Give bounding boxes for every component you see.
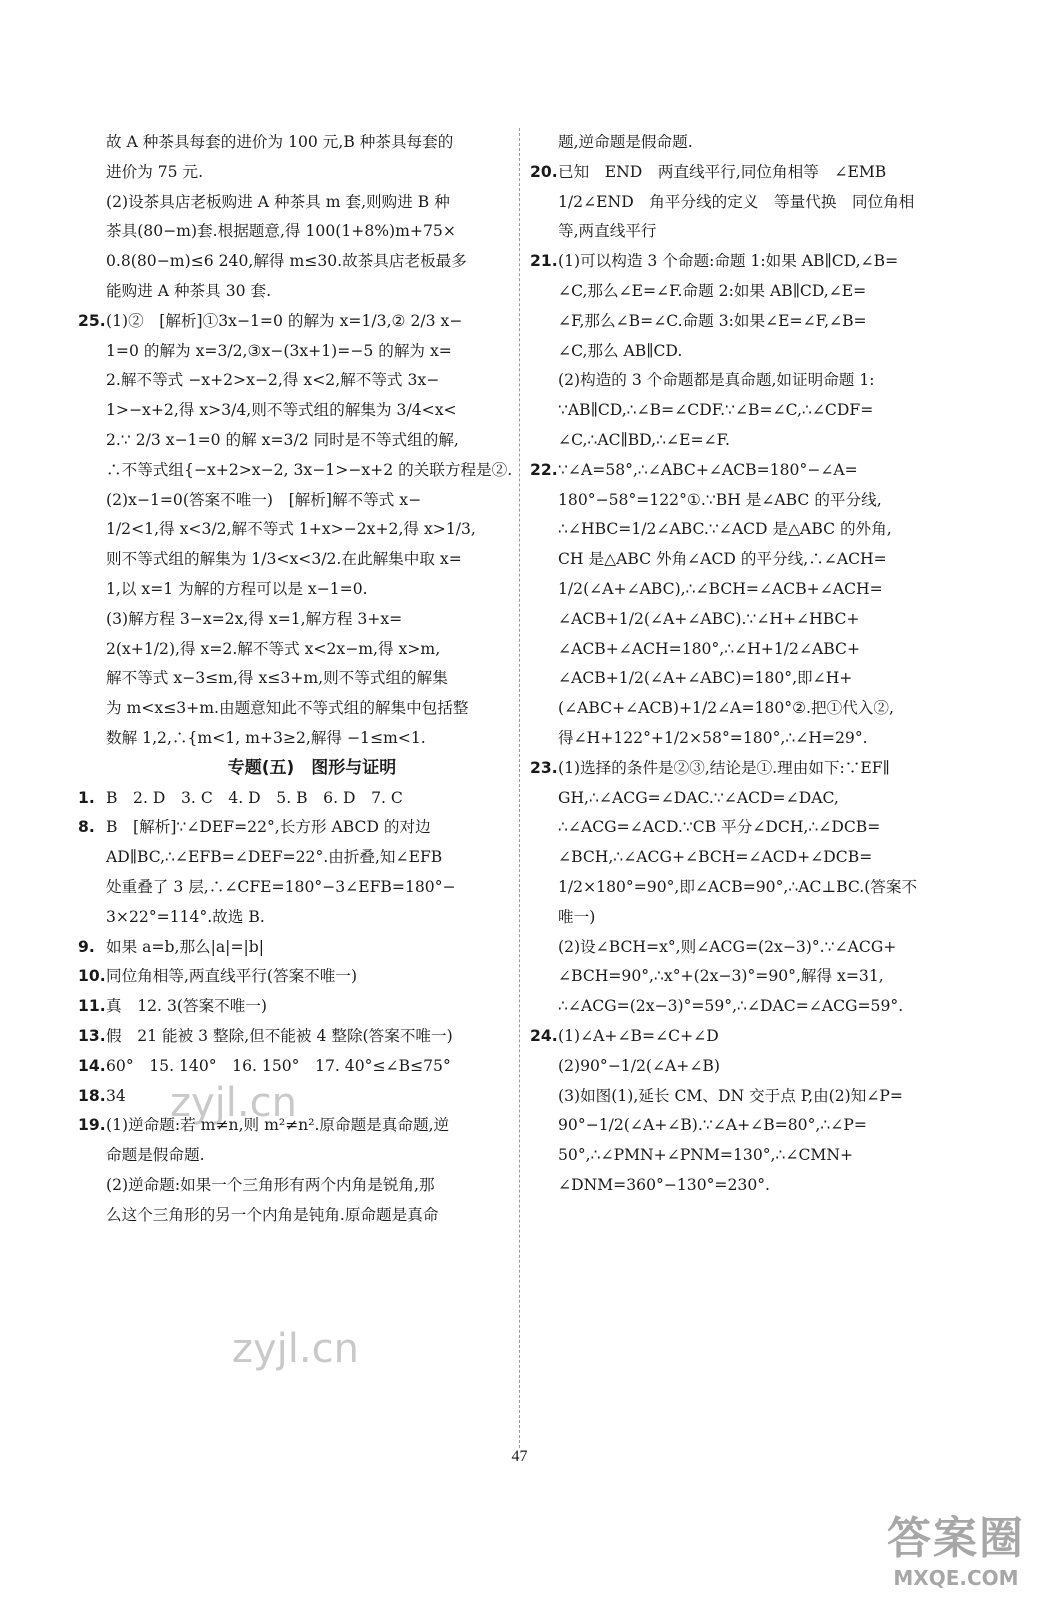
column-divider: [519, 128, 520, 1448]
answer-text: 已知 END 两直线平行,同位角相等 ∠EMB: [558, 162, 887, 181]
answer-text: ∵∠A=58°,∴∠ABC+∠ACB=180°−∠A=: [558, 460, 858, 479]
section-title: 专题(五) 图形与证明: [227, 757, 397, 778]
question-number: 14.: [78, 1056, 106, 1075]
answer-line: [78, 1141, 518, 1171]
answer-line: [530, 1141, 970, 1171]
answer-line: [78, 575, 518, 605]
answer-text: 0.8(80−m)≤6 240,解得 m≤30.故茶具店老板最多: [106, 252, 467, 271]
answer-line: [78, 694, 518, 724]
answer-text: 故 A 种茶具每套的进价为 100 元,B 种茶具每套的: [106, 133, 454, 151]
answer-line: [530, 724, 970, 754]
question-number: 20.: [530, 162, 558, 181]
answer-line: [78, 1052, 518, 1082]
answer-line: [530, 933, 970, 963]
answer-line: [78, 1082, 518, 1112]
answer-text: ∠F,那么∠B=∠C.命题 3:如果∠E=∠F,∠B=: [558, 311, 867, 330]
answer-line: [78, 158, 518, 188]
answer-line: [78, 128, 518, 158]
left-column: [78, 128, 518, 1230]
answer-text: 2.解不等式 −x+2>x−2,得 x<2,解不等式 3x−: [106, 371, 440, 390]
answer-line: [530, 515, 970, 545]
answer-line: [530, 337, 970, 367]
answer-line: [78, 307, 518, 337]
answer-text: 茶具(80−m)套.根据题意,得 100(1+8%)m+75×: [106, 222, 456, 241]
answer-line: [530, 247, 970, 277]
question-number: 21.: [530, 252, 558, 271]
answer-line: [78, 843, 518, 873]
answer-line: [78, 724, 518, 754]
page-number: 47: [511, 1448, 528, 1465]
answer-line: [78, 962, 518, 992]
answer-text: ∠BCH=90°,∴x°+(2x−3)°=90°,解得 x=31,: [558, 967, 884, 986]
answer-text: ∠C,那么 AB∥CD.: [558, 341, 683, 360]
answer-text: (2)设∠BCH=x°,则∠ACG=(2x−3)°.∵∠ACG+: [558, 937, 897, 956]
answer-line: [530, 873, 970, 903]
answer-line: [78, 605, 518, 635]
answer-line: [530, 188, 970, 218]
answer-line: [530, 1171, 970, 1201]
answer-text: ∴∠ACG=∠ACD.∵CB 平分∠DCH,∴∠DCB=: [558, 818, 881, 837]
answer-text: 1>−x+2,得 x>3/4,则不等式组的解集为 3/4<x<: [106, 401, 457, 420]
answer-text: 同位角相等,两直线平行(答案不唯一): [106, 967, 358, 986]
answer-line: [78, 1022, 518, 1052]
answer-text: 命题是假命题.: [106, 1146, 205, 1165]
watermark: zyjl.cn: [232, 1326, 359, 1372]
answer-text: 题,逆命题是假命题.: [558, 133, 693, 151]
answer-line: [530, 366, 970, 396]
answer-text: 唯一): [558, 907, 596, 926]
answer-line: [78, 664, 518, 694]
answer-line: [530, 635, 970, 665]
answer-line: [78, 515, 518, 545]
question-number: 22.: [530, 460, 558, 479]
answer-text: 则不等式组的解集为 1/3<x<3/2.在此解集中取 x=: [106, 550, 462, 569]
answer-line: [530, 575, 970, 605]
answer-text: GH,∴∠ACG=∠DAC.∵∠ACD=∠DAC,: [558, 788, 839, 807]
answer-text: 处重叠了 3 层,∴∠CFE=180°−3∠EFB=180°−: [106, 877, 456, 896]
answer-line: [78, 456, 518, 486]
answer-text: 数解 1,2,∴{m<1, m+3≥2,解得 −1≤m<1.: [106, 728, 426, 747]
answer-text: 真 12. 3(答案不唯一): [106, 997, 268, 1016]
answer-text: 1/2<1,得 x<3/2,解不等式 1+x>−2x+2,得 x>1/3,: [106, 520, 476, 539]
answer-text: 1/2∠END 角平分线的定义 等量代换 同位角相: [558, 192, 915, 211]
answer-text: 50°,∴∠PMN+∠PNM=130°,∴∠CMN+: [558, 1146, 854, 1165]
question-number: 23.: [530, 758, 558, 777]
answer-line: [78, 903, 518, 933]
answer-line: [78, 217, 518, 247]
right-column: [530, 128, 970, 1201]
logo-main-text: 答案圈: [887, 1513, 1025, 1564]
answer-line: [78, 426, 518, 456]
answer-line: [78, 933, 518, 963]
answer-line: [530, 754, 970, 784]
answer-text: AD∥BC,∴∠EFB=∠DEF=22°.由折叠,知∠EFB: [106, 848, 443, 867]
answer-line: [530, 128, 970, 158]
answer-text: (1)逆命题:若 m≠n,则 m²≠n².原命题是真命题,逆: [106, 1116, 450, 1135]
answer-line: [530, 1022, 970, 1052]
question-number: 8.: [78, 818, 95, 837]
answer-line: [78, 1201, 518, 1231]
answer-line: [78, 813, 518, 843]
answer-text: CH 是△ABC 外角∠ACD 的平分线,∴∠ACH=: [558, 550, 887, 569]
answer-text: (2)逆命题:如果一个三角形有两个内角是锐角,那: [106, 1175, 435, 1194]
answer-text: 90°−1/2(∠A+∠B).∵∠A+∠B=80°,∴∠P=: [558, 1116, 867, 1135]
answer-line: [78, 486, 518, 516]
answer-line: [530, 545, 970, 575]
answer-line: [530, 217, 970, 247]
answer-line: [78, 784, 518, 814]
answer-text: 3×22°=114°.故选 B.: [106, 907, 265, 926]
answer-text: (1)∠A+∠B=∠C+∠D: [558, 1026, 719, 1045]
question-number: 25.: [78, 311, 106, 330]
answer-text: (1)可以构造 3 个命题:命题 1:如果 AB∥CD,∠B=: [558, 252, 899, 271]
answer-text: (∠ABC+∠ACB)+1/2∠A=180°②.把①代入②,: [558, 699, 894, 718]
question-number: 1.: [78, 788, 95, 807]
answer-text: 1/2(∠A+∠ABC),∴∠BCH=∠ACB+∠ACH=: [558, 579, 883, 598]
answer-line: [78, 545, 518, 575]
answer-text: ∠BCH,∴∠ACG+∠BCH=∠ACD+∠DCB=: [558, 848, 873, 867]
answer-text: 假 21 能被 3 整除,但不能被 4 整除(答案不唯一): [106, 1026, 453, 1045]
answer-text: 2.∵ 2/3 x−1=0 的解 x=3/2 同时是不等式组的解,: [106, 430, 459, 449]
answer-text: 能购进 A 种茶具 30 套.: [106, 281, 272, 300]
answer-text: ∠ACB+∠ACH=180°,∴∠H+1/2∠ABC+: [558, 639, 861, 658]
answer-text: ∠ACB+1/2(∠A+∠ABC)=180°,即∠H+: [558, 669, 853, 688]
answer-line: [530, 456, 970, 486]
answer-line: [530, 605, 970, 635]
answer-text: 1,以 x=1 为解的方程可以是 x−1=0.: [106, 579, 368, 598]
logo-sub-text: MXQE.COM: [893, 1566, 1019, 1590]
answer-line: [530, 903, 970, 933]
answer-line: [78, 635, 518, 665]
answer-line: [530, 784, 970, 814]
answer-line: [530, 426, 970, 456]
answer-text: (2)构造的 3 个命题都是真命题,如证明命题 1:: [558, 371, 875, 390]
answer-text: 60° 15. 140° 16. 150° 17. 40°≤∠B≤75°: [106, 1056, 451, 1075]
answer-text: 1/2×180°=90°,即∠ACB=90°,∴AC⊥BC.(答案不: [558, 877, 918, 896]
answer-text: 么这个三角形的另一个内角是钝角.原命题是真命: [106, 1205, 439, 1224]
answer-text: B 2. D 3. C 4. D 5. B 6. D 7. C: [106, 788, 403, 807]
answer-line: [78, 337, 518, 367]
answer-text: (1)② [解析]①3x−1=0 的解为 x=1/3,② 2/3 x−: [106, 311, 463, 330]
answer-text: 等,两直线平行: [558, 222, 657, 241]
answer-line: [530, 396, 970, 426]
answer-line: [530, 1082, 970, 1112]
answer-text: ∠DNM=360°−130°=230°.: [558, 1175, 771, 1194]
answer-text: ∠C,∴AC∥BD,∴∠E=∠F.: [558, 430, 730, 449]
answer-line: [530, 813, 970, 843]
question-number: 19.: [78, 1116, 106, 1135]
answer-line: [78, 277, 518, 307]
answer-text: ∠ACB+1/2(∠A+∠ABC).∵∠H+∠HBC+: [558, 609, 860, 628]
answer-text: ∴不等式组{−x+2>x−2, 3x−1>−x+2 的关联方程是②.: [106, 460, 513, 479]
question-number: 10.: [78, 967, 106, 986]
question-number: 11.: [78, 997, 106, 1016]
answer-line: [530, 307, 970, 337]
answer-line: [530, 664, 970, 694]
answer-line: [530, 277, 970, 307]
watermark: zyjl.cn: [170, 1080, 297, 1126]
answer-text: (3)如图(1),延长 CM、DN 交于点 P,由(2)知∠P=: [558, 1086, 903, 1105]
answer-text: 进价为 75 元.: [106, 162, 204, 181]
answer-text: ∠C,那么∠E=∠F.命题 2:如果 AB∥CD,∠E=: [558, 281, 867, 300]
answer-text: (2)设茶具店老板购进 A 种茶具 m 套,则购进 B 种: [106, 192, 450, 211]
answer-line: [78, 992, 518, 1022]
answer-line: [78, 1111, 518, 1141]
answer-line: [78, 873, 518, 903]
question-number: 18.: [78, 1086, 106, 1105]
answer-text: ∴∠ACG=(2x−3)°=59°,∴∠DAC=∠ACG=59°.: [558, 997, 904, 1016]
answer-text: (1)选择的条件是②③,结论是①.理由如下:∵EF∥: [558, 758, 890, 777]
answer-text: 得∠H+122°+1/2×58°=180°,∴∠H=29°.: [558, 728, 868, 747]
answer-text: 为 m<x≤3+m.由题意知此不等式组的解集中包括整: [106, 699, 469, 718]
answer-text: B [解析]∵∠DEF=22°,长方形 ABCD 的对边: [106, 818, 431, 837]
answer-text: (2)x−1=0(答案不唯一) [解析]解不等式 x−: [106, 490, 422, 509]
answer-line: [530, 992, 970, 1022]
answer-line: [78, 247, 518, 277]
answer-text: ∵AB∥CD,∴∠B=∠CDF.∵∠B=∠C,∴∠CDF=: [558, 401, 874, 420]
answer-text: 180°−58°=122°①.∵BH 是∠ABC 的平分线,: [558, 490, 882, 509]
answer-line: [78, 188, 518, 218]
answer-line: [530, 962, 970, 992]
answer-line: [530, 158, 970, 188]
answer-line: [530, 1111, 970, 1141]
answer-line: [530, 843, 970, 873]
answer-line: [530, 486, 970, 516]
answer-text: 2(x+1/2),得 x=2.解不等式 x<2x−m,得 x>m,: [106, 639, 441, 658]
question-number: 13.: [78, 1026, 106, 1045]
answer-text: (2)90°−1/2(∠A+∠B): [558, 1056, 720, 1075]
answer-text: 解不等式 x−3≤m,得 x≤3+m,则不等式组的解集: [106, 669, 448, 688]
question-number: 9.: [78, 937, 95, 956]
corner-logo: [887, 1502, 1025, 1590]
answer-text: 如果 a=b,那么|a|=|b|: [106, 937, 264, 956]
answer-text: (3)解方程 3−x=2x,得 x=1,解方程 3+x=: [106, 609, 403, 628]
answer-text: 1=0 的解为 x=3/2,③x−(3x+1)=−5 的解为 x=: [106, 341, 452, 360]
answer-text: 34: [106, 1086, 126, 1105]
question-number: 24.: [530, 1026, 558, 1045]
answer-line: [78, 1171, 518, 1201]
answer-line: [530, 694, 970, 724]
answer-line: [78, 366, 518, 396]
answer-text: ∴∠HBC=1/2∠ABC.∵∠ACD 是△ABC 的外角,: [558, 520, 892, 539]
answer-line: [530, 1052, 970, 1082]
answer-line: [78, 396, 518, 426]
